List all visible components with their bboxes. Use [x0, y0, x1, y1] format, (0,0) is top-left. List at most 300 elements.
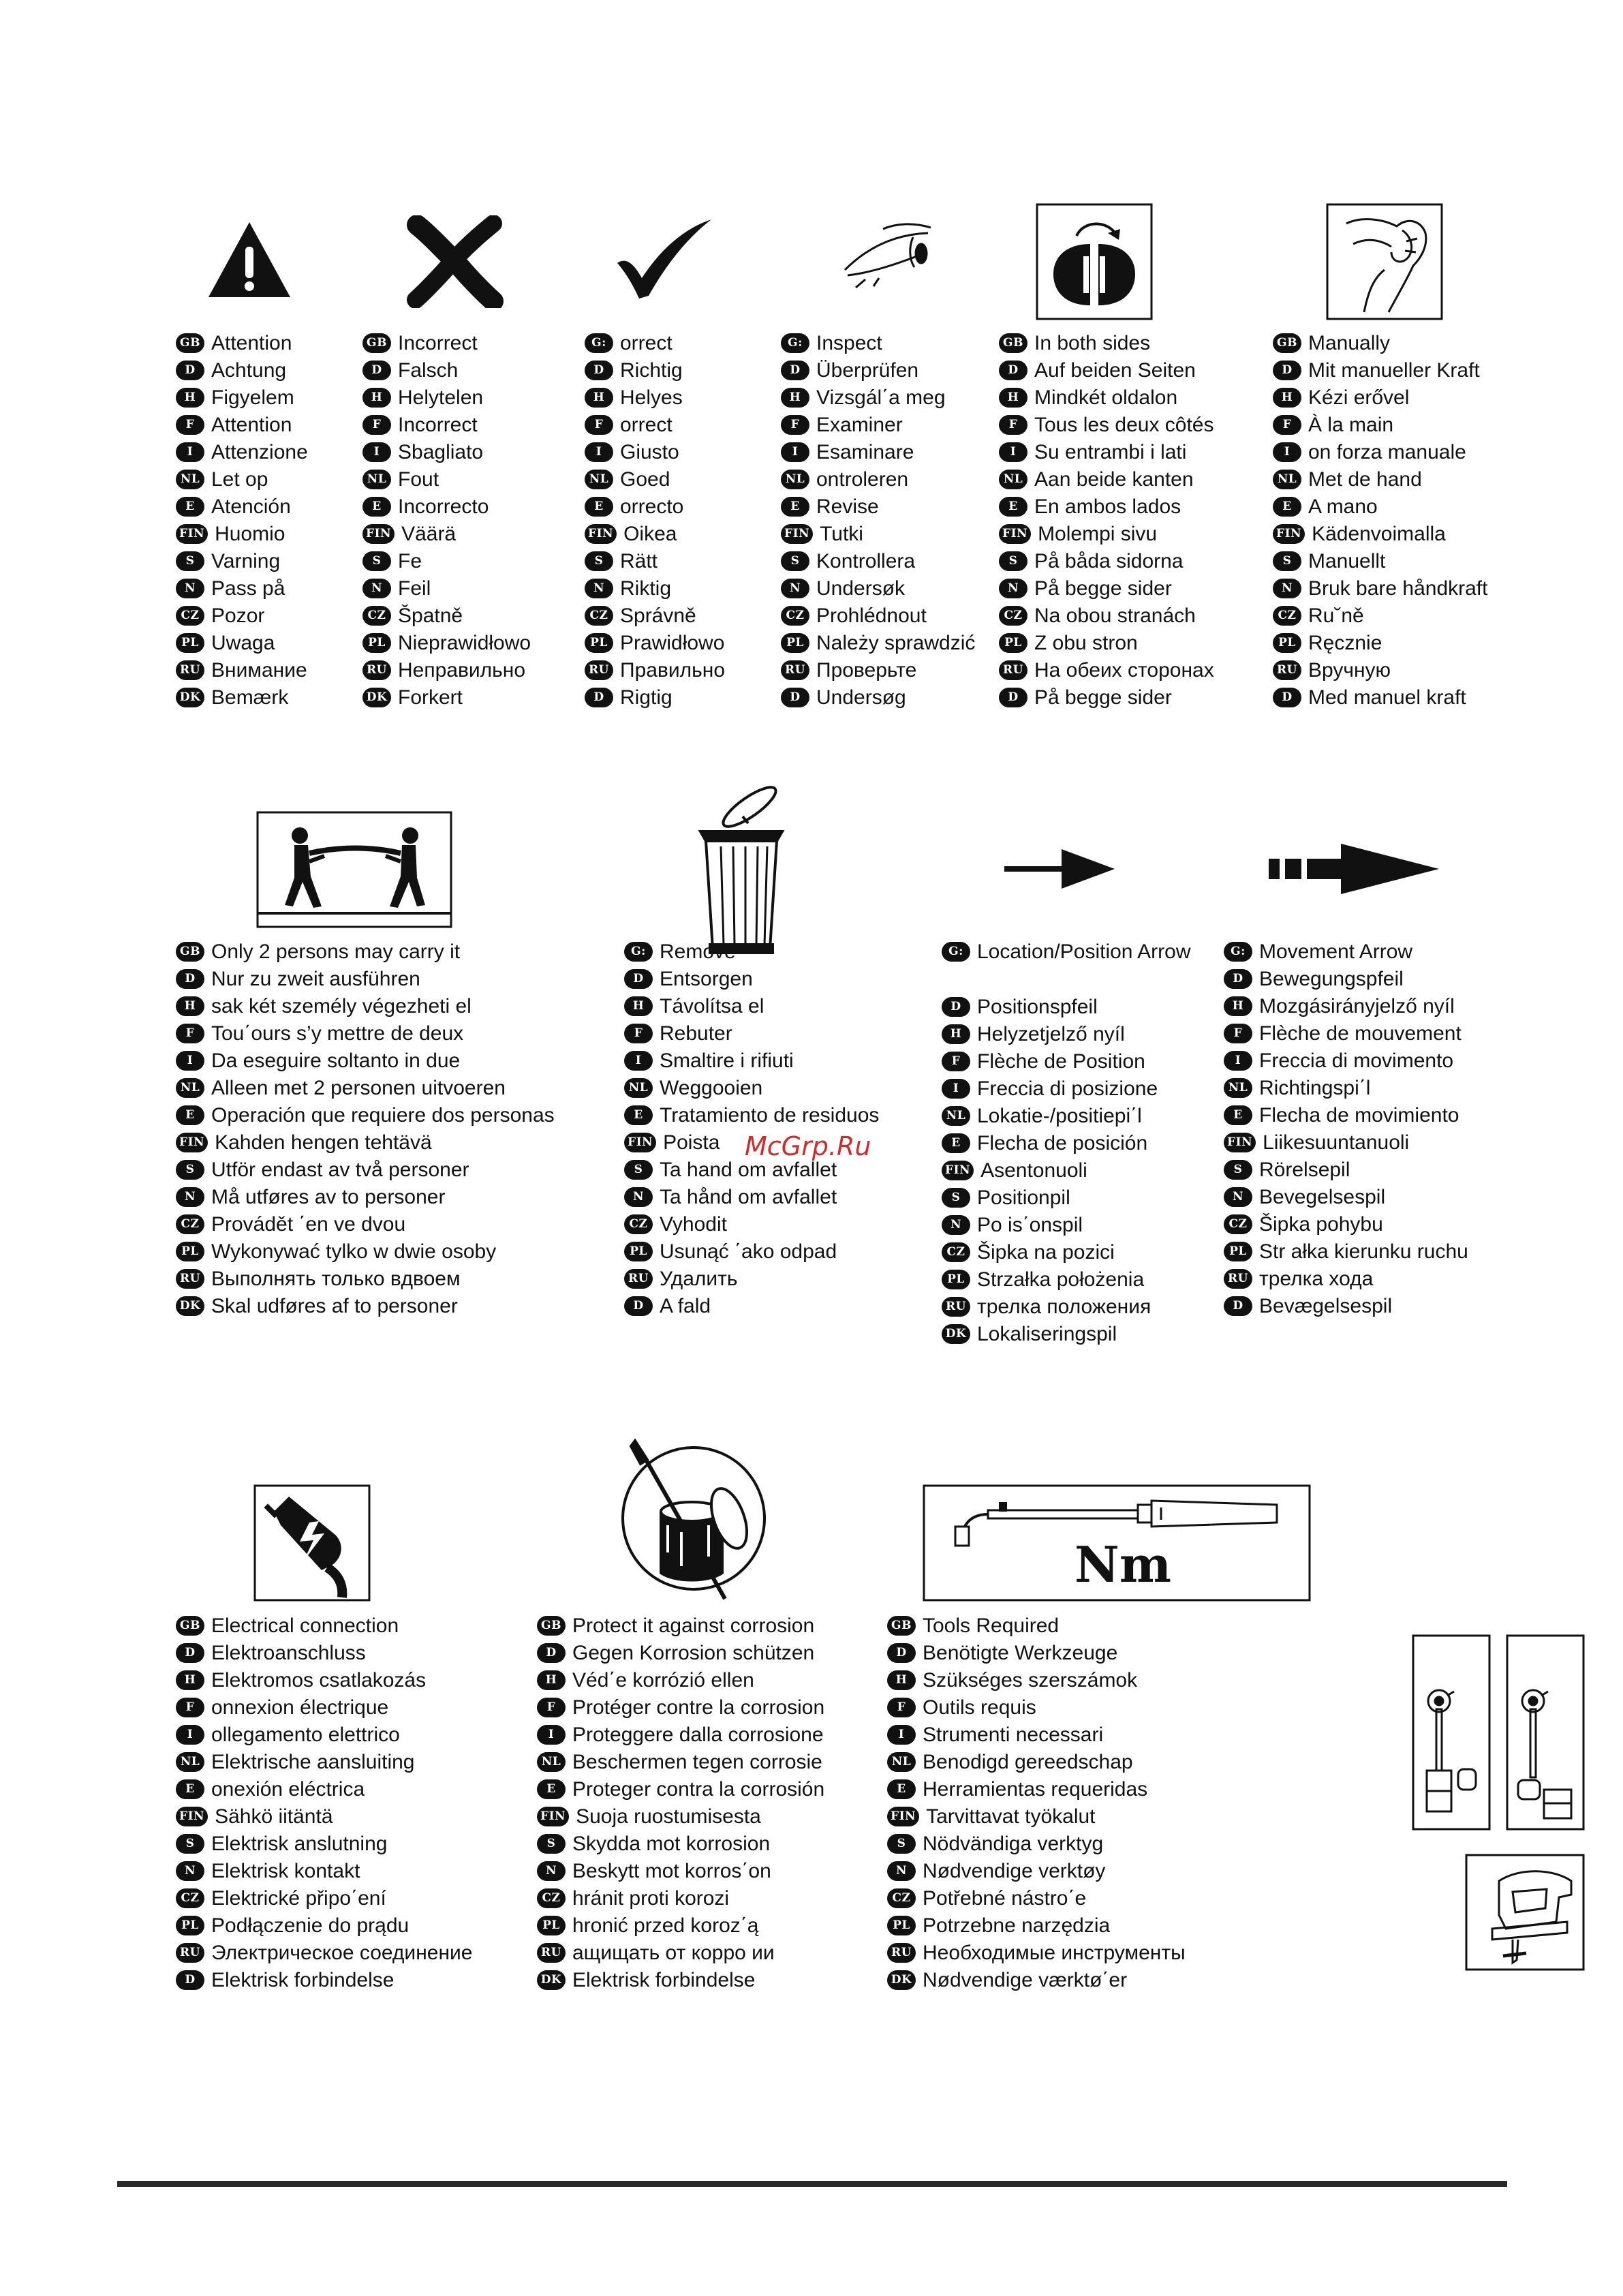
- list-item: [781, 330, 993, 357]
- item-text: Nødvendige værktø΄er: [923, 1969, 1128, 1991]
- list-item: [624, 1266, 910, 1293]
- item-text: Véd΄e korrózió ellen: [572, 1669, 754, 1692]
- lang-badge: G:: [624, 942, 653, 962]
- lang-badge: G:: [942, 942, 970, 962]
- item-text: Liikesuuntanuoli: [1263, 1131, 1410, 1154]
- list-item: [942, 938, 1207, 994]
- list-item: [585, 548, 769, 575]
- list-item: [176, 1912, 530, 1940]
- list-item: [1273, 575, 1532, 602]
- list-item: [624, 966, 910, 993]
- lang-badge: DK: [537, 1970, 566, 1990]
- list-item: [999, 602, 1258, 630]
- list-item: [624, 1102, 910, 1129]
- list-item: [362, 684, 567, 711]
- item-text: Tratamiento de residuos: [660, 1104, 880, 1127]
- lang-badge: D: [999, 361, 1027, 380]
- lang-badge: NL: [537, 1752, 566, 1772]
- list-item: [624, 1293, 910, 1320]
- lang-badge: D: [176, 1970, 204, 1990]
- lang-badge: N: [1224, 1187, 1252, 1207]
- list-item: [781, 548, 993, 575]
- list-item: [887, 1912, 1269, 1940]
- list-item: [585, 466, 769, 493]
- legend-inspect: [781, 330, 993, 711]
- legend-remove: [624, 938, 910, 1320]
- item-text: Kahden hengen tehtävä: [215, 1131, 432, 1154]
- list-item: [176, 1266, 598, 1293]
- lang-badge: NL: [176, 1078, 204, 1098]
- lang-badge: S: [624, 1160, 653, 1180]
- lang-badge: D: [1224, 969, 1252, 989]
- lang-badge: D: [781, 688, 809, 707]
- lang-badge: CZ: [887, 1888, 916, 1908]
- list-item: [176, 1940, 530, 1967]
- list-item: [176, 1612, 530, 1640]
- lang-badge: PL: [887, 1916, 916, 1935]
- item-text: Rätt: [620, 550, 658, 572]
- item-text: Távolítsa el: [660, 995, 764, 1017]
- list-item: [537, 1858, 878, 1885]
- list-item: [1224, 1102, 1524, 1129]
- list-item: [176, 357, 353, 384]
- item-text: Nødvendige verktøy: [923, 1860, 1106, 1882]
- lang-badge: D: [1273, 688, 1301, 707]
- lang-badge: GB: [362, 333, 391, 353]
- item-text: Rebuter: [660, 1022, 732, 1045]
- lang-badge: CZ: [1273, 606, 1301, 626]
- lang-badge: CZ: [362, 606, 391, 626]
- lang-badge: RU: [942, 1297, 970, 1317]
- lang-badge: CZ: [624, 1214, 653, 1234]
- list-item: [1224, 1020, 1524, 1047]
- list-item: [537, 1640, 878, 1667]
- list-item: [1273, 466, 1532, 493]
- list-item: [362, 412, 567, 439]
- eye-icon: [838, 222, 940, 290]
- rotate-both-sides-icon: [1036, 203, 1153, 320]
- item-text: ащищать от корро ии: [572, 1942, 775, 1964]
- lang-badge: FIN: [362, 524, 395, 544]
- list-item: [887, 1831, 1269, 1858]
- item-text: Only 2 persons may carry it: [211, 940, 461, 963]
- item-text: Manuellt: [1308, 550, 1386, 572]
- lang-badge: D: [942, 997, 970, 1017]
- lang-badge: PL: [537, 1916, 566, 1935]
- lang-badge: S: [999, 551, 1027, 571]
- lang-badge: F: [1273, 415, 1301, 435]
- lang-badge: D: [362, 361, 391, 380]
- item-text: Beskytt mot korros΄on: [572, 1860, 771, 1882]
- list-item: [942, 1103, 1207, 1130]
- lang-badge: E: [781, 497, 809, 517]
- lang-badge: RU: [176, 1943, 204, 1963]
- nm-label: Nm: [1075, 1535, 1171, 1593]
- item-text: Tools Required: [923, 1614, 1060, 1637]
- list-item: [942, 1294, 1207, 1321]
- list-item: [176, 1047, 598, 1075]
- list-item: [999, 330, 1258, 357]
- lang-badge: N: [176, 1187, 204, 1207]
- item-text: Bewegungspfeil: [1259, 968, 1404, 990]
- lang-badge: CZ: [585, 606, 613, 626]
- lang-badge: H: [887, 1670, 916, 1690]
- list-item: [176, 1885, 530, 1912]
- lang-badge: S: [176, 551, 204, 571]
- list-item: [942, 1239, 1207, 1266]
- item-text: Flèche de mouvement: [1259, 1022, 1462, 1045]
- item-text: Beschermen tegen corrosie: [572, 1751, 822, 1773]
- legend-correct: [585, 330, 769, 711]
- list-item: [999, 357, 1258, 384]
- list-item: [999, 575, 1258, 602]
- lang-badge: F: [887, 1698, 916, 1717]
- list-item: [585, 630, 769, 657]
- list-item: [176, 1858, 530, 1885]
- item-text: Poista: [663, 1131, 720, 1154]
- item-text: Benodigd gereedschap: [923, 1751, 1133, 1773]
- socket-wrench-icon: [1412, 1634, 1491, 1831]
- list-item: [1224, 1266, 1524, 1293]
- item-text: Oikea: [623, 523, 677, 545]
- list-item: [1273, 602, 1532, 630]
- lang-badge: PL: [624, 1242, 653, 1261]
- list-item: [176, 1667, 530, 1694]
- item-text: Электрическое соединение: [211, 1942, 473, 1964]
- list-item: [1273, 439, 1532, 466]
- item-text: Pass på: [211, 577, 285, 600]
- list-item: [887, 1858, 1269, 1885]
- lang-badge: FIN: [176, 524, 208, 544]
- lang-badge: PL: [942, 1270, 970, 1289]
- list-item: [176, 1075, 598, 1102]
- item-text: Str ałka kierunku ruchu: [1259, 1240, 1468, 1263]
- list-item: [1224, 938, 1524, 966]
- lang-badge: RU: [781, 660, 809, 680]
- list-item: [887, 1803, 1269, 1831]
- list-item: [585, 575, 769, 602]
- movement-arrow-icon: [1266, 842, 1442, 896]
- item-text: Incorrect: [398, 332, 478, 354]
- lang-badge: E: [1224, 1105, 1252, 1125]
- item-text: Proteger contra la corrosión: [572, 1778, 825, 1801]
- list-item: [176, 330, 353, 357]
- legend-both-sides: [999, 330, 1258, 711]
- item-text: Mozgásirányjelző nyíl: [1259, 995, 1455, 1017]
- list-item: [1224, 1293, 1524, 1320]
- lang-badge: RU: [176, 660, 204, 680]
- item-text: Attenzione: [211, 441, 308, 463]
- lang-badge: H: [176, 388, 204, 408]
- lang-badge: RU: [624, 1269, 653, 1289]
- list-item: [176, 1694, 530, 1721]
- item-text: Location/Position Arrow: [977, 940, 1191, 963]
- item-text: Вручную: [1308, 659, 1391, 682]
- item-text: Helyzetjelző nyíl: [977, 1023, 1125, 1045]
- socket-wrench-icon: [1506, 1634, 1585, 1831]
- list-item: [1224, 993, 1524, 1020]
- item-text: Правильно: [620, 659, 726, 682]
- lang-badge: I: [176, 1725, 204, 1745]
- list-item: [537, 1803, 878, 1831]
- list-item: [942, 1021, 1207, 1048]
- item-text: Protéger contre la corrosion: [572, 1696, 825, 1719]
- lang-badge: H: [1273, 388, 1301, 408]
- lang-badge: F: [781, 415, 809, 435]
- lang-badge: S: [1224, 1160, 1252, 1180]
- item-text: A mano: [1308, 495, 1378, 518]
- item-text: Szükséges szerszámok: [923, 1669, 1138, 1692]
- lang-badge: CZ: [999, 606, 1027, 626]
- item-text: Неправильно: [398, 659, 526, 682]
- list-item: [176, 993, 598, 1020]
- item-text: Удалить: [660, 1268, 738, 1290]
- lang-badge: D: [1224, 1296, 1252, 1316]
- list-item: [1224, 1238, 1524, 1266]
- lang-badge: PL: [1273, 633, 1301, 653]
- lang-badge: E: [362, 497, 391, 517]
- list-item: [942, 1321, 1207, 1348]
- item-text: on forza manuale: [1308, 441, 1466, 463]
- item-text: Fe: [398, 550, 422, 572]
- item-text: Šipka na pozici: [977, 1241, 1115, 1264]
- item-text: Richtingspi΄l: [1259, 1077, 1371, 1099]
- list-item: [176, 1749, 530, 1776]
- lang-badge: H: [176, 1670, 204, 1690]
- lang-badge: FIN: [781, 524, 813, 544]
- list-item: [624, 1211, 910, 1238]
- list-item: [176, 1293, 598, 1320]
- list-item: [1224, 1157, 1524, 1184]
- item-text: На обеих сторонах: [1034, 659, 1214, 682]
- item-text: Skydda mot korrosion: [572, 1833, 771, 1855]
- lang-badge: RU: [1273, 660, 1301, 680]
- item-text: Überprüfen: [816, 359, 919, 382]
- item-text: Potřebné nástro΄e: [923, 1887, 1087, 1910]
- item-text: Smaltire i rifiuti: [660, 1050, 794, 1072]
- list-item: [176, 1803, 530, 1831]
- lang-badge: H: [1224, 996, 1252, 1016]
- lang-badge: D: [537, 1643, 566, 1663]
- list-item: [624, 1020, 910, 1047]
- list-item: [537, 1667, 878, 1694]
- lang-badge: E: [176, 1779, 204, 1799]
- list-item: [999, 521, 1258, 548]
- lang-badge: PL: [585, 633, 613, 653]
- list-item: [362, 548, 567, 575]
- lang-badge: FIN: [887, 1807, 919, 1826]
- legend-tools: [887, 1612, 1269, 1994]
- lang-badge: E: [942, 1133, 970, 1153]
- list-item: [176, 1831, 530, 1858]
- list-item: [781, 657, 993, 684]
- lang-badge: N: [781, 579, 809, 598]
- lang-badge: GB: [176, 942, 204, 962]
- item-text: Richtig: [620, 359, 683, 382]
- item-text: Incorrect: [398, 414, 478, 436]
- lang-badge: FIN: [1224, 1133, 1256, 1152]
- lang-badge: NL: [942, 1106, 970, 1126]
- list-item: [781, 357, 993, 384]
- lang-badge: E: [887, 1779, 916, 1799]
- item-text: Ta hand om avfallet: [660, 1159, 837, 1181]
- lang-badge: FIN: [1273, 524, 1305, 544]
- item-text: hránit proti korozi: [572, 1887, 730, 1910]
- list-item: [176, 657, 353, 684]
- lang-badge: N: [176, 1861, 204, 1881]
- item-text: Z obu stron: [1034, 632, 1138, 654]
- item-text: Lokatie-/positiepi΄l: [977, 1105, 1142, 1127]
- item-text: Kädenvoimalla: [1312, 523, 1446, 545]
- lang-badge: PL: [176, 633, 204, 653]
- legend-movement-arrow: [1224, 938, 1524, 1320]
- item-text: Flèche de Position: [977, 1050, 1145, 1073]
- list-item: [942, 1266, 1207, 1294]
- list-item: [1273, 630, 1532, 657]
- item-text: Riktig: [620, 577, 672, 600]
- list-item: [176, 1020, 598, 1047]
- list-item: [887, 1694, 1269, 1721]
- item-text: Må utføres av to personer: [211, 1186, 446, 1208]
- item-text: Usunąć ΄ako odpad: [660, 1240, 837, 1263]
- list-item: [176, 412, 353, 439]
- lang-badge: S: [537, 1834, 566, 1854]
- list-item: [624, 1238, 910, 1266]
- item-text: Správně: [620, 604, 696, 627]
- list-item: [1273, 657, 1532, 684]
- list-item: [176, 602, 353, 630]
- item-text: Pozor: [211, 604, 265, 627]
- item-text: Šipka pohybu: [1259, 1213, 1383, 1236]
- item-text: Tous les deux côtés: [1034, 414, 1214, 436]
- item-text: Elektrisk kontakt: [211, 1860, 360, 1882]
- item-text: Atención: [211, 495, 291, 518]
- lang-badge: N: [585, 579, 613, 598]
- item-text: sak két személy végezheti el: [211, 995, 472, 1017]
- list-item: [1273, 384, 1532, 412]
- item-text: Achtung: [211, 359, 287, 382]
- warning-triangle-icon: [206, 219, 293, 300]
- item-text: Asentonuoli: [980, 1159, 1087, 1182]
- item-text: Molempi sivu: [1038, 523, 1158, 545]
- list-item: [1224, 1129, 1524, 1157]
- item-text: Bevægelsespil: [1259, 1295, 1393, 1317]
- item-text: Weggooien: [660, 1077, 763, 1099]
- list-item: [1224, 1184, 1524, 1211]
- item-text: Strzałka położenia: [977, 1268, 1145, 1291]
- item-text: Helyes: [620, 386, 683, 409]
- list-item: [887, 1940, 1269, 1967]
- list-item: [537, 1940, 878, 1967]
- list-item: [585, 384, 769, 412]
- item-text: Strumenti necessari: [923, 1724, 1104, 1746]
- lang-badge: G:: [585, 333, 613, 353]
- lang-badge: E: [999, 497, 1027, 517]
- item-text: Na obou stranách: [1034, 604, 1196, 627]
- item-text: Špatně: [398, 604, 463, 627]
- item-text: Kézi erővel: [1308, 386, 1410, 409]
- item-text: Fout: [398, 468, 439, 491]
- hand-squeeze-icon: [1326, 203, 1443, 320]
- list-item: [585, 521, 769, 548]
- list-item: [176, 493, 353, 521]
- list-item: [1273, 521, 1532, 548]
- list-item: [999, 684, 1258, 711]
- lang-badge: FIN: [999, 524, 1031, 544]
- lang-badge: I: [176, 1051, 204, 1071]
- item-text: Undersøk: [816, 577, 906, 600]
- item-text: Mindkét oldalon: [1034, 386, 1178, 409]
- item-text: Vizsgál΄a meg: [816, 386, 946, 409]
- lang-badge: DK: [176, 688, 204, 707]
- item-text: ollegamento elettrico: [211, 1724, 400, 1746]
- item-text: Bevegelsespil: [1259, 1186, 1386, 1208]
- lang-badge: H: [781, 388, 809, 408]
- lang-badge: PL: [362, 633, 391, 653]
- item-text: Prohlédnout: [816, 604, 927, 627]
- item-text: Forkert: [398, 686, 463, 709]
- item-text: Nieprawidłowo: [398, 632, 531, 654]
- list-item: [176, 466, 353, 493]
- lang-badge: E: [176, 1105, 204, 1125]
- list-item: [362, 384, 567, 412]
- item-text: Figyelem: [211, 386, 294, 409]
- item-text: Positionspfeil: [977, 996, 1098, 1018]
- lang-badge: H: [624, 996, 653, 1016]
- lang-badge: N: [1273, 579, 1301, 598]
- lang-badge: NL: [176, 1752, 204, 1772]
- item-text: Sbagliato: [398, 441, 484, 463]
- list-item: [887, 1749, 1269, 1776]
- lang-badge: I: [999, 442, 1027, 462]
- item-text: Rörelsepil: [1259, 1159, 1350, 1181]
- lang-badge: GB: [887, 1616, 916, 1636]
- list-item: [537, 1885, 878, 1912]
- item-text: Outils requis: [923, 1696, 1036, 1719]
- lang-badge: DK: [362, 688, 391, 707]
- item-text: Выполнять только вдвоем: [211, 1268, 461, 1290]
- lang-badge: G:: [781, 333, 809, 353]
- item-text: Wykonywać tylko w dwie osoby: [211, 1240, 497, 1263]
- lang-badge: F: [537, 1698, 566, 1717]
- item-text: Elektrické připo΄ení: [211, 1887, 386, 1910]
- lang-badge: GB: [537, 1616, 566, 1636]
- list-item: [537, 1612, 878, 1640]
- lang-badge: D: [624, 1296, 653, 1316]
- item-text: Goed: [620, 468, 670, 491]
- item-text: Med manuel kraft: [1308, 686, 1466, 709]
- list-item: [537, 1694, 878, 1721]
- lang-badge: DK: [887, 1970, 916, 1990]
- list-item: [781, 602, 993, 630]
- lang-badge: D: [176, 361, 204, 380]
- lang-badge: F: [585, 415, 613, 435]
- list-item: [585, 493, 769, 521]
- list-item: [1224, 1047, 1524, 1075]
- list-item: [585, 439, 769, 466]
- item-text: Kontrollera: [816, 550, 916, 572]
- item-text: Positionpil: [977, 1187, 1070, 1209]
- item-text: À la main: [1308, 414, 1394, 436]
- item-text: Provádět ΄en ve dvou: [211, 1213, 406, 1236]
- item-text: Potrzebne narzędzia: [923, 1914, 1111, 1937]
- lang-badge: FIN: [942, 1161, 974, 1180]
- list-item: [176, 1102, 598, 1129]
- list-item: [362, 521, 567, 548]
- lang-badge: RU: [1224, 1269, 1252, 1289]
- list-item: [887, 1885, 1269, 1912]
- item-text: Giusto: [620, 441, 679, 463]
